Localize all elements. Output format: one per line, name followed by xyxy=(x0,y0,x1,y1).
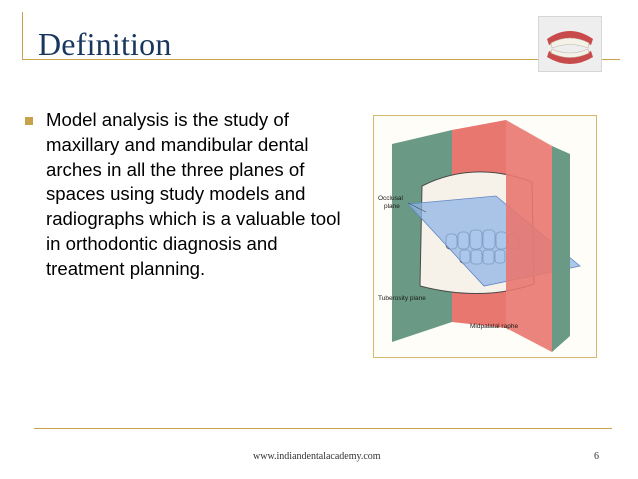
planes-figure xyxy=(373,115,597,358)
title-vertical-rule xyxy=(22,12,23,60)
occlusal-label-1: Occlusal xyxy=(378,195,403,202)
bullet-marker xyxy=(25,117,33,125)
midpalatal-label: Midpalatal raphe xyxy=(470,323,519,330)
dentures-icon xyxy=(538,16,602,72)
tuberosity-label: Tuberosity plane xyxy=(378,295,426,302)
green-front-plane xyxy=(552,146,570,352)
red-front-plane xyxy=(506,120,552,352)
footer-url: www.indiandentalacademy.com xyxy=(253,451,381,462)
bullet-text: Model analysis is the study of maxillary and mandibular dental arches in all the three planes of spaces using study models and radiographs which is a valuable tool in orthodontic diagnosis and treatment planning. xyxy=(46,109,341,279)
page-number: 6 xyxy=(594,451,599,462)
footer-rule xyxy=(34,428,612,429)
slide-title: Definition xyxy=(38,26,172,62)
occlusal-label-2: plane xyxy=(384,203,400,210)
